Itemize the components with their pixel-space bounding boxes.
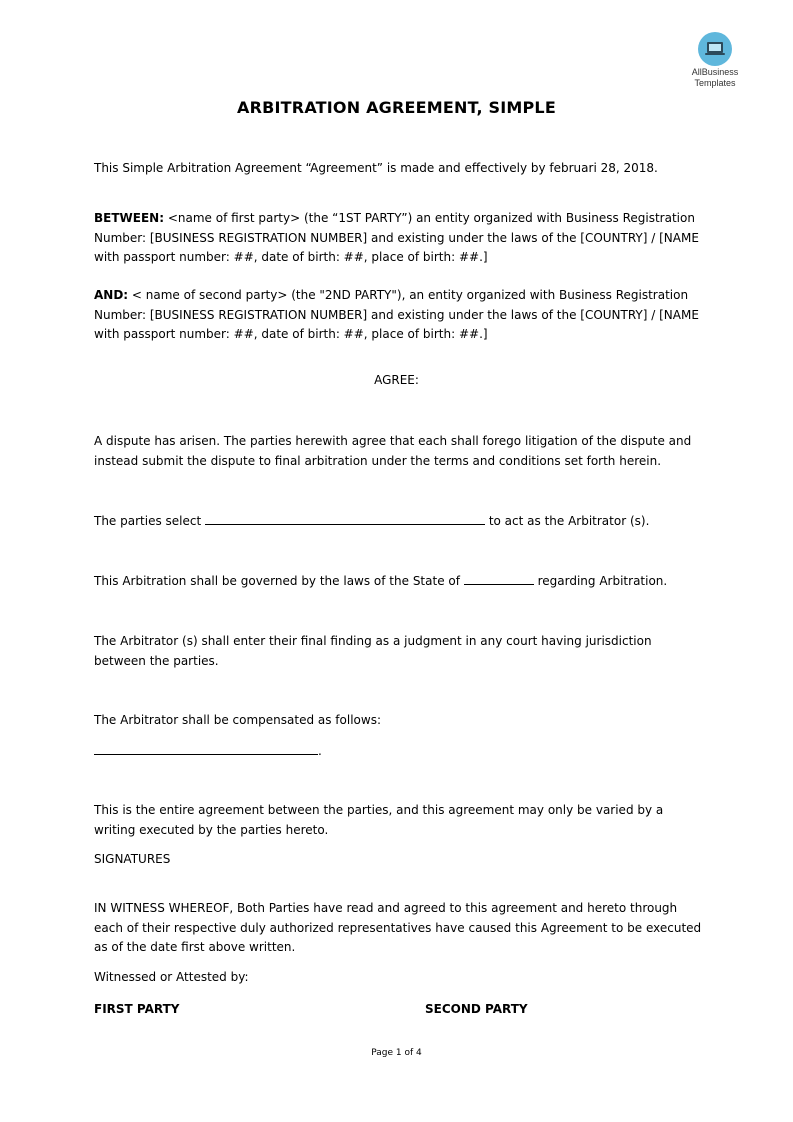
compensation-blank[interactable] xyxy=(94,743,318,755)
governed-before-text: This Arbitration shall be governed by the laws of the State of xyxy=(94,574,464,588)
final-finding-paragraph: The Arbitrator (s) shall enter their final finding as a judgment in any court having jurisdiction between the parties. xyxy=(94,634,652,668)
arbitrator-name-blank[interactable] xyxy=(205,513,485,525)
compensation-paragraph: The Arbitrator shall be compensated as follows: xyxy=(94,713,381,727)
and-paragraph xyxy=(94,286,706,345)
allbusiness-logo xyxy=(682,32,748,88)
witnessed-by-label: Witnessed or Attested by: xyxy=(94,970,249,984)
between-label: BETWEEN: xyxy=(94,211,165,225)
laptop-icon xyxy=(698,32,732,66)
select-before-text: The parties select xyxy=(94,514,205,528)
intro-paragraph: This Simple Arbitration Agreement “Agreement” is made and effectively by februari 28, 2018. xyxy=(94,161,658,175)
governed-after-text: regarding Arbitration. xyxy=(533,574,668,588)
governing-law-paragraph xyxy=(94,572,706,592)
logo-text-line2: Templates xyxy=(694,78,736,88)
page-number: Page 1 of 4 xyxy=(371,1048,422,1058)
compensation-end: . xyxy=(318,744,322,758)
logo-text-line1: AllBusiness xyxy=(691,67,739,77)
compensation-line xyxy=(94,742,706,762)
second-party-label: SECOND PARTY xyxy=(425,1002,528,1016)
and-label: AND: xyxy=(94,288,129,302)
between-text: <name of first party> (the “1ST PARTY”) an entity organized with Business Registration Number: [BUSINESS REGISTRATION NUMBER] and existing under the laws of the [COUNTRY] / [NAME with passport number: ##, date of birth: ##, place of birth: ##.] xyxy=(94,211,699,264)
entire-agreement-paragraph: This is the entire agreement between the parties, and this agreement may only be varied by a writing executed by the parties hereto. xyxy=(94,803,664,837)
between-paragraph xyxy=(94,209,706,268)
select-after-text: to act as the Arbitrator (s). xyxy=(485,514,650,528)
and-text: < name of second party> (the "2ND PARTY"), an entity organized with Business Registration Number: [BUSINESS REGISTRATION NUMBER] and existing under the laws of the [COUNTRY] / [NAME with passport number: ##, date of birth: ##, place of birth: ##.] xyxy=(94,288,699,341)
agree-heading: AGREE: xyxy=(374,373,419,387)
arbitrator-select-paragraph xyxy=(94,512,706,532)
witness-paragraph: IN WITNESS WHEREOF, Both Parties have read and agreed to this agreement and hereto through each of their respective duly authorized representatives have caused this Agreement to be executed as of the date first above written. xyxy=(94,901,702,954)
state-blank[interactable] xyxy=(464,573,534,585)
signatures-heading: SIGNATURES xyxy=(94,852,171,866)
dispute-paragraph: A dispute has arisen. The parties herewith agree that each shall forego litigation of the dispute and instead submit the dispute to final arbitration under the terms and conditions set forth herein. xyxy=(94,434,692,468)
first-party-label: FIRST PARTY xyxy=(94,1002,180,1016)
document-title: ARBITRATION AGREEMENT, SIMPLE xyxy=(237,98,556,117)
